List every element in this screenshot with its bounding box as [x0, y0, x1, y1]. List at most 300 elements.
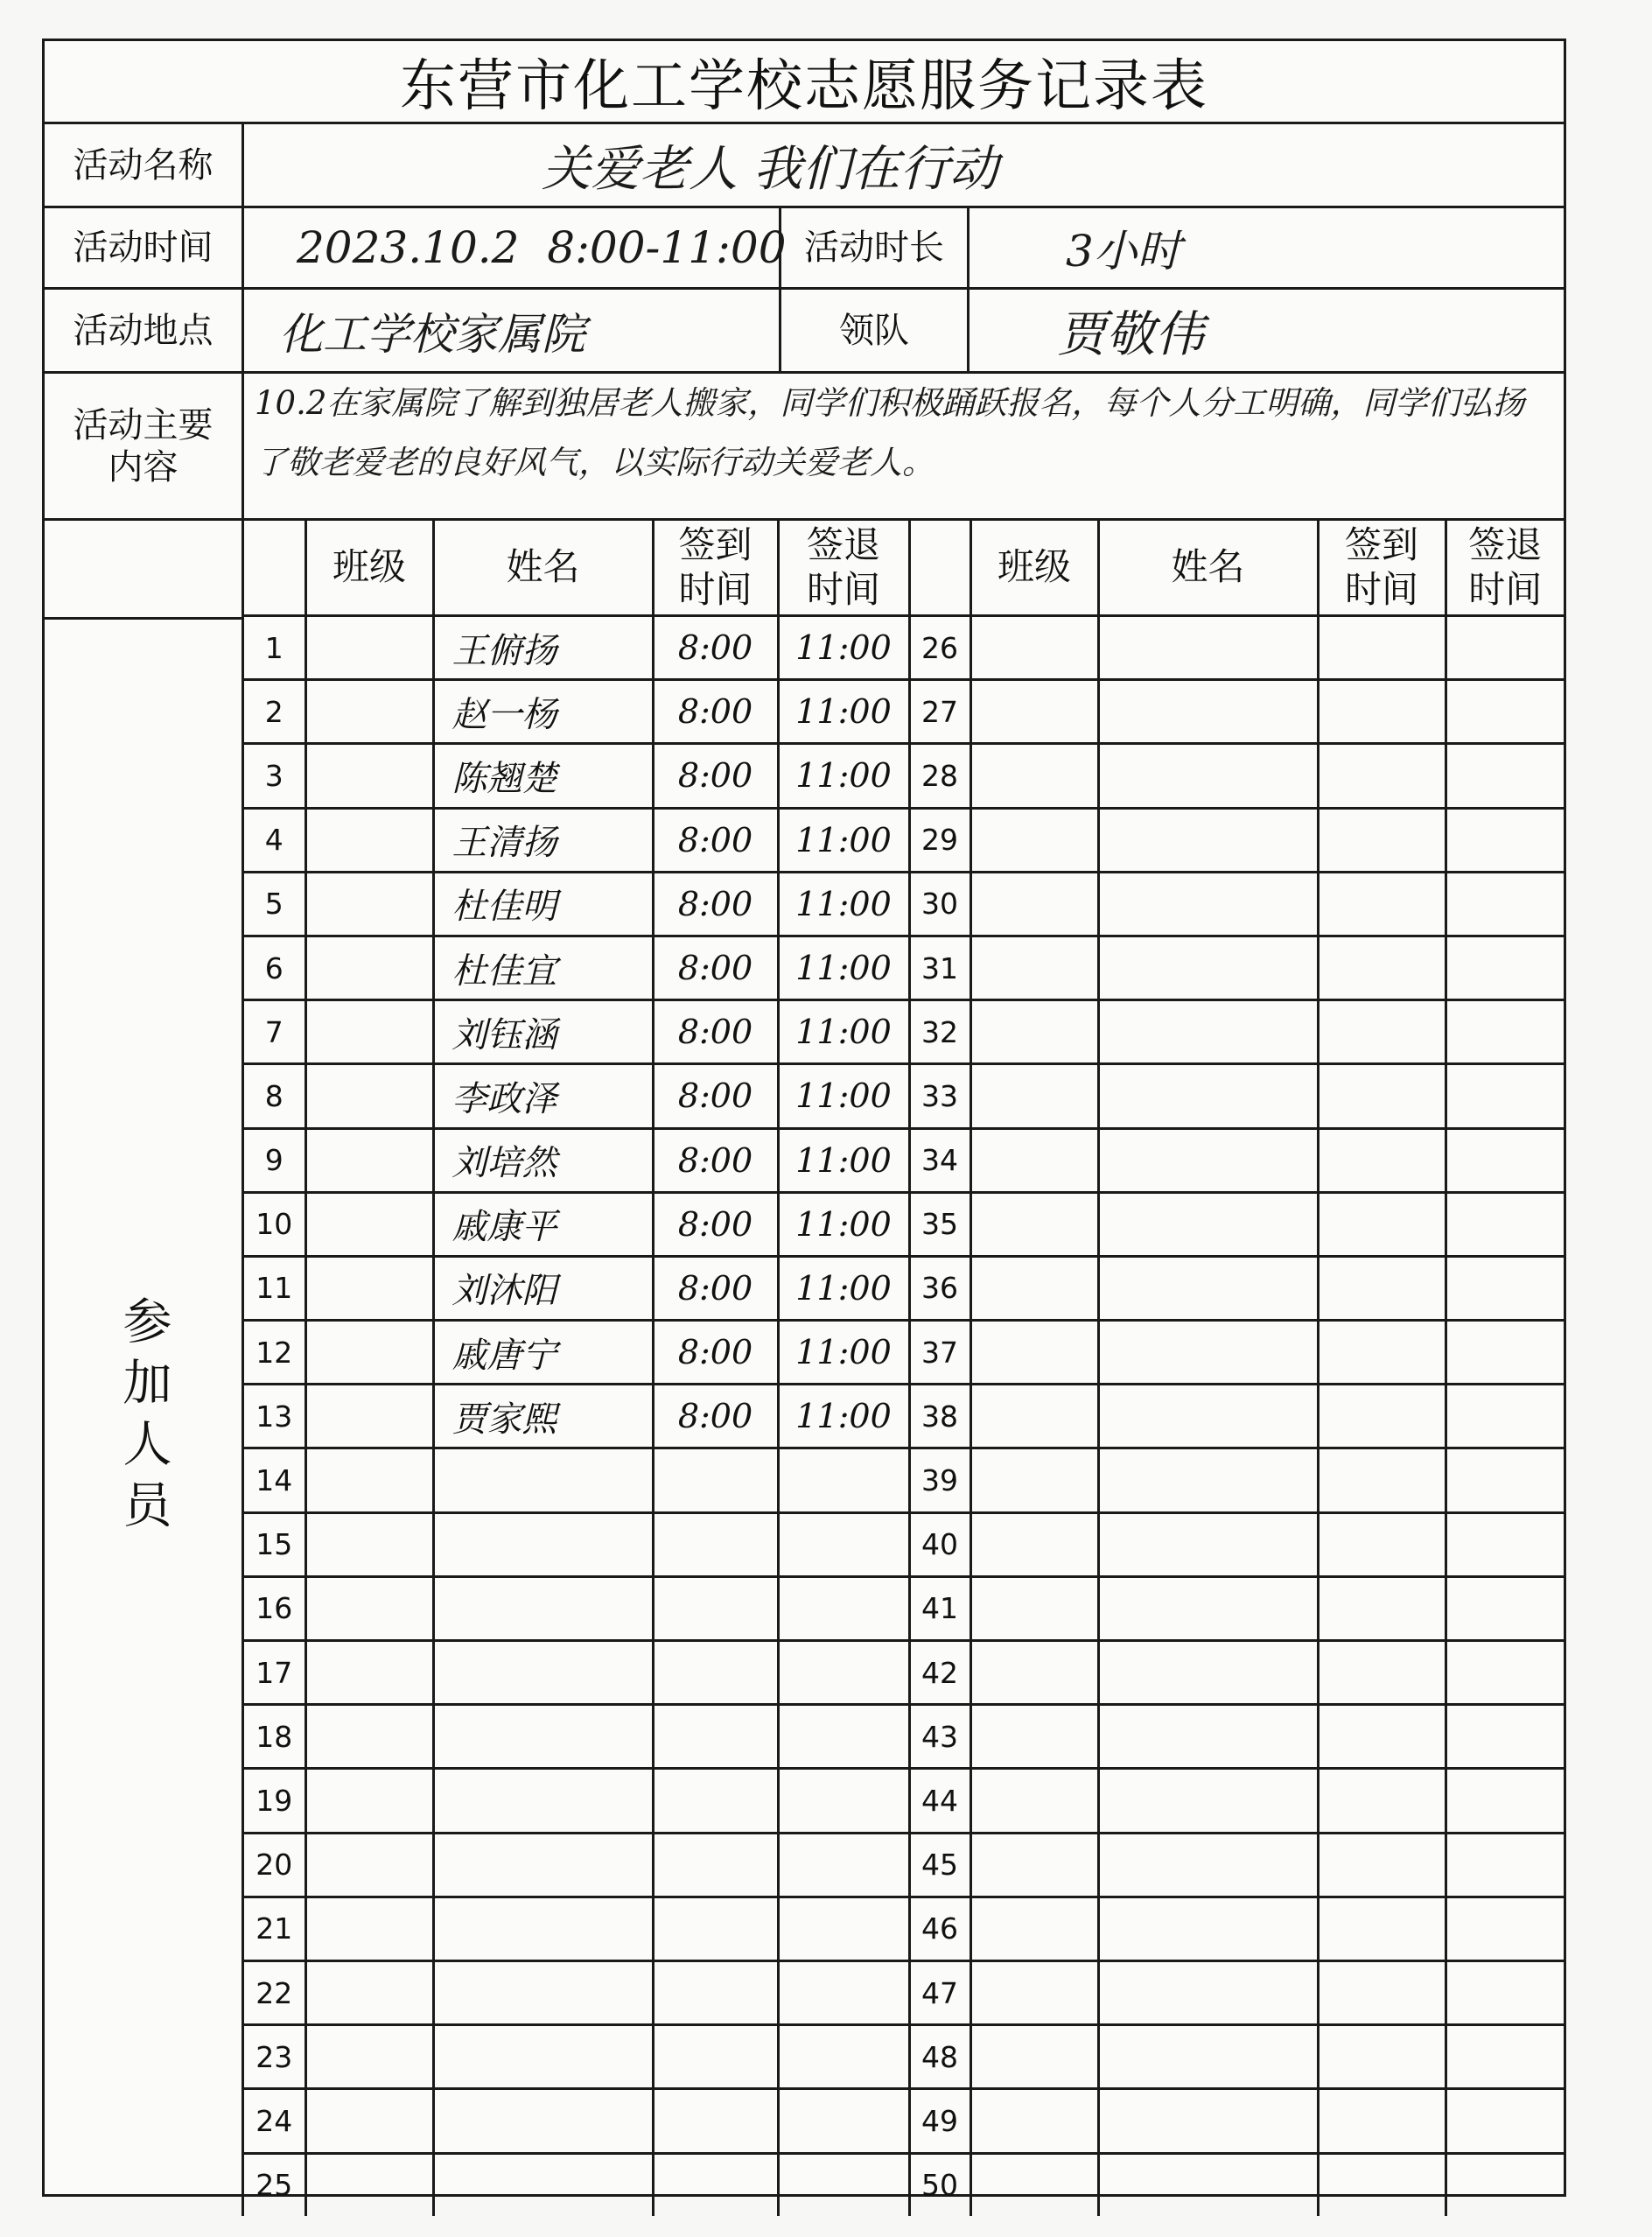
class-cell [305, 1321, 433, 1385]
checkout-time-cell: 11:00 [778, 1385, 909, 1448]
table-row [244, 1833, 1564, 1897]
row-number: 17 [244, 1641, 305, 1705]
class-cell-right [970, 808, 1098, 872]
name-cell-right [1098, 1128, 1318, 1192]
class-cell [305, 2025, 433, 2089]
checkin-time-cell-right [1318, 744, 1446, 808]
activity-content-row [45, 374, 1564, 521]
class-cell-right [970, 744, 1098, 808]
row-number: 20 [244, 1833, 305, 1897]
participants-label-column [45, 521, 244, 2216]
row-number-right: 47 [909, 1960, 970, 2024]
checkout-time-cell-right [1446, 1192, 1564, 1256]
name-cell-right [1098, 1833, 1318, 1897]
class-cell [305, 2089, 433, 2153]
class-cell-right [970, 1705, 1098, 1769]
class-cell [305, 680, 433, 744]
checkout-time-cell-right [1446, 1576, 1564, 1640]
participants-table [244, 521, 1564, 2216]
content-label-line2: 内容 [108, 446, 178, 487]
row-number-right: 28 [909, 744, 970, 808]
table-row [244, 1512, 1564, 1576]
class-cell [305, 1128, 433, 1192]
checkin-time-cell-right [1318, 1576, 1446, 1640]
checkin-time-cell-right [1318, 2025, 1446, 2089]
checkout-time-cell-right [1446, 1000, 1564, 1064]
class-cell [305, 1512, 433, 1576]
checkin-time-cell: 8:00 [653, 808, 778, 872]
name-cell-right [1098, 1385, 1318, 1448]
row-number: 15 [244, 1512, 305, 1576]
header-name: 姓名 [433, 521, 653, 616]
checkout-time-cell-right [1446, 1128, 1564, 1192]
activity-content-value: 10.2在家属院了解到独居老人搬家，同学们积极踊跃报名，每个人分工明确，同学们弘扬了敬老爱老的良好风气，以实际行动关爱老人。 [255, 384, 1525, 481]
table-row [244, 1641, 1564, 1705]
row-number-right: 34 [909, 1128, 970, 1192]
checkin-time-cell-right [1318, 1448, 1446, 1512]
row-number-right: 40 [909, 1512, 970, 1576]
checkin-time-cell-right [1318, 1705, 1446, 1769]
name-cell-right [1098, 1705, 1318, 1769]
row-number: 14 [244, 1448, 305, 1512]
checkout-time-cell-right [1446, 872, 1564, 936]
checkout-time-cell [778, 1512, 909, 1576]
checkout-time-cell [778, 2025, 909, 2089]
table-row [244, 1897, 1564, 1960]
row-number-right: 31 [909, 936, 970, 999]
class-cell [305, 616, 433, 680]
class-cell-right [970, 1960, 1098, 2024]
checkin-time-cell [653, 1448, 778, 1512]
checkin-time-cell: 8:00 [653, 1192, 778, 1256]
checkin-time-cell [653, 1641, 778, 1705]
table-row [244, 1385, 1564, 1448]
row-number-right: 32 [909, 1000, 970, 1064]
class-cell [305, 872, 433, 936]
header-checkin: 签到 时间 [653, 521, 778, 616]
checkout-time-cell: 11:00 [778, 1256, 909, 1320]
name-cell: 杜佳宜 [433, 936, 653, 999]
class-cell-right [970, 1769, 1098, 1833]
checkout-time-cell [778, 2153, 909, 2216]
row-number: 25 [244, 2153, 305, 2216]
name-cell: 王俯扬 [433, 616, 653, 680]
name-cell [433, 1960, 653, 2024]
checkin-time-cell-right [1318, 616, 1446, 680]
checkin-time-cell-right [1318, 936, 1446, 999]
checkin-time-cell-right [1318, 1385, 1446, 1448]
checkout-time-cell-right [1446, 1512, 1564, 1576]
checkin-time-cell [653, 1705, 778, 1769]
participants-label-spacer [45, 521, 242, 620]
row-number: 10 [244, 1192, 305, 1256]
checkin-time-cell-right [1318, 1256, 1446, 1320]
name-cell [433, 1769, 653, 1833]
checkout-time-cell: 11:00 [778, 1000, 909, 1064]
table-row [244, 1256, 1564, 1320]
checkout-time-cell-right [1446, 2025, 1564, 2089]
header-checkout: 签退 时间 [778, 521, 909, 616]
table-row [244, 1321, 1564, 1385]
class-cell [305, 1385, 433, 1448]
checkout-time-cell: 11:00 [778, 680, 909, 744]
checkin-time-cell: 8:00 [653, 936, 778, 999]
checkout-time-cell-right [1446, 1256, 1564, 1320]
checkout-time-cell: 11:00 [778, 616, 909, 680]
class-cell-right [970, 1641, 1098, 1705]
checkout-time-cell: 11:00 [778, 1192, 909, 1256]
name-cell-right [1098, 1960, 1318, 2024]
row-number-right: 49 [909, 2089, 970, 2153]
checkout-time-cell [778, 1576, 909, 1640]
name-cell-right [1098, 1256, 1318, 1320]
class-cell [305, 1576, 433, 1640]
name-cell: 刘培然 [433, 1128, 653, 1192]
row-number: 3 [244, 744, 305, 808]
checkin-time-cell-right [1318, 1321, 1446, 1385]
class-cell [305, 1833, 433, 1897]
name-cell [433, 1641, 653, 1705]
checkin-time-cell-right [1318, 1192, 1446, 1256]
class-cell-right [970, 1000, 1098, 1064]
checkin-time-cell [653, 1576, 778, 1640]
activity-time-value: 2023.10.2 8:00-11:00 [244, 208, 781, 287]
checkin-time-cell: 8:00 [653, 872, 778, 936]
name-cell [433, 2025, 653, 2089]
checkin-time-cell: 8:00 [653, 744, 778, 808]
checkout-time-cell [778, 1833, 909, 1897]
table-row [244, 616, 1564, 680]
row-number: 16 [244, 1576, 305, 1640]
checkin-time-cell: 8:00 [653, 616, 778, 680]
name-cell [433, 1897, 653, 1960]
name-cell-right [1098, 744, 1318, 808]
row-number: 1 [244, 616, 305, 680]
checkout-time-cell [778, 1960, 909, 2024]
class-cell-right [970, 2153, 1098, 2216]
activity-place-label: 活动地点 [45, 290, 244, 371]
row-number: 18 [244, 1705, 305, 1769]
name-cell-right [1098, 1512, 1318, 1576]
class-cell-right [970, 1576, 1098, 1640]
checkin-time-cell: 8:00 [653, 1000, 778, 1064]
class-cell-right [970, 1321, 1098, 1385]
name-cell-right [1098, 1448, 1318, 1512]
class-cell-right [970, 1448, 1098, 1512]
checkout-time-cell-right [1446, 616, 1564, 680]
table-row [244, 1576, 1564, 1640]
form-title: 东营市化工学校志愿服务记录表 [45, 41, 1564, 124]
name-cell-right [1098, 1000, 1318, 1064]
header-checkout-2: 签退 时间 [1446, 521, 1564, 616]
checkin-time-cell: 8:00 [653, 1321, 778, 1385]
class-cell-right [970, 1833, 1098, 1897]
table-row [244, 1705, 1564, 1769]
class-cell-right [970, 1897, 1098, 1960]
checkout-time-cell-right [1446, 1385, 1564, 1448]
checkin-time-cell-right [1318, 1064, 1446, 1128]
checkin-time-cell-right [1318, 1512, 1446, 1576]
class-cell-right [970, 936, 1098, 999]
activity-content-label [45, 374, 244, 518]
row-number: 22 [244, 1960, 305, 2024]
class-cell [305, 1064, 433, 1128]
checkin-time-cell: 8:00 [653, 1385, 778, 1448]
checkin-time-cell-right [1318, 680, 1446, 744]
name-cell-right [1098, 616, 1318, 680]
name-cell-right [1098, 2025, 1318, 2089]
row-number-right: 41 [909, 1576, 970, 1640]
class-cell [305, 1448, 433, 1512]
table-row [244, 1128, 1564, 1192]
name-cell-right [1098, 1321, 1318, 1385]
checkout-time-cell [778, 1769, 909, 1833]
name-cell: 戚康平 [433, 1192, 653, 1256]
name-cell [433, 1833, 653, 1897]
class-cell [305, 1705, 433, 1769]
checkin-time-cell-right [1318, 1641, 1446, 1705]
checkin-time-cell-right [1318, 1000, 1446, 1064]
class-cell-right [970, 1064, 1098, 1128]
checkin-time-cell-right [1318, 2089, 1446, 2153]
row-number: 4 [244, 808, 305, 872]
table-row [244, 872, 1564, 936]
participants-rows [244, 616, 1564, 2217]
checkout-time-cell: 11:00 [778, 1064, 909, 1128]
checkout-time-cell [778, 2089, 909, 2153]
activity-name-row [45, 124, 1564, 208]
checkout-time-cell-right [1446, 1897, 1564, 1960]
class-cell [305, 744, 433, 808]
name-cell: 李政泽 [433, 1064, 653, 1128]
activity-time-label: 活动时间 [45, 208, 244, 287]
name-cell-right [1098, 1897, 1318, 1960]
checkin-time-cell [653, 1512, 778, 1576]
row-number-right: 46 [909, 1897, 970, 1960]
class-cell [305, 1192, 433, 1256]
name-cell-right [1098, 936, 1318, 999]
table-row [244, 808, 1564, 872]
checkout-time-cell-right [1446, 2153, 1564, 2216]
row-number-right: 27 [909, 680, 970, 744]
name-cell: 陈翘楚 [433, 744, 653, 808]
class-cell [305, 1960, 433, 2024]
row-number: 2 [244, 680, 305, 744]
checkout-time-cell [778, 1897, 909, 1960]
table-row [244, 744, 1564, 808]
checkin-time-cell-right [1318, 1128, 1446, 1192]
name-cell: 王清扬 [433, 808, 653, 872]
row-number-right: 48 [909, 2025, 970, 2089]
class-cell [305, 1641, 433, 1705]
table-row [244, 1448, 1564, 1512]
row-number: 12 [244, 1321, 305, 1385]
row-number: 11 [244, 1256, 305, 1320]
class-cell-right [970, 1256, 1098, 1320]
class-cell [305, 1000, 433, 1064]
participants-label [45, 620, 242, 2216]
header-class: 班级 [305, 521, 433, 616]
checkout-time-cell-right [1446, 1960, 1564, 2024]
checkout-time-cell-right [1446, 1064, 1564, 1128]
name-cell-right [1098, 2153, 1318, 2216]
name-cell: 戚唐宁 [433, 1321, 653, 1385]
activity-name-value: 关爱老人 我们在行动 [542, 140, 998, 198]
checkout-time-cell [778, 1705, 909, 1769]
checkin-time-cell-right [1318, 2153, 1446, 2216]
name-cell: 贾家熙 [433, 1385, 653, 1448]
checkout-time-cell: 11:00 [778, 936, 909, 999]
checkin-time-cell: 8:00 [653, 1128, 778, 1192]
name-cell-right [1098, 872, 1318, 936]
name-cell [433, 2089, 653, 2153]
row-number-right: 50 [909, 2153, 970, 2216]
checkout-time-cell-right [1446, 680, 1564, 744]
row-number-right: 33 [909, 1064, 970, 1128]
class-cell-right [970, 2025, 1098, 2089]
volunteer-record-form [42, 39, 1566, 2203]
name-cell [433, 1705, 653, 1769]
name-cell-right [1098, 1192, 1318, 1256]
header-name-2: 姓名 [1098, 521, 1318, 616]
table-row [244, 936, 1564, 999]
name-cell-right [1098, 680, 1318, 744]
class-cell-right [970, 1128, 1098, 1192]
checkout-time-cell-right [1446, 1641, 1564, 1705]
row-number: 21 [244, 1897, 305, 1960]
checkin-time-cell-right [1318, 1769, 1446, 1833]
activity-place-value: 化工学校家属院 [244, 290, 781, 371]
checkout-time-cell [778, 1641, 909, 1705]
table-row [244, 1000, 1564, 1064]
class-cell [305, 936, 433, 999]
class-cell-right [970, 1192, 1098, 1256]
participants-header-row [244, 521, 1564, 616]
row-number: 7 [244, 1000, 305, 1064]
row-number: 19 [244, 1769, 305, 1833]
row-number-right: 36 [909, 1256, 970, 1320]
class-cell [305, 2153, 433, 2216]
header-no-2 [909, 521, 970, 616]
checkin-time-cell [653, 2153, 778, 2216]
checkout-time-cell-right [1446, 744, 1564, 808]
name-cell [433, 1576, 653, 1640]
duration-value: 3小时 [1066, 226, 1181, 277]
checkin-time-cell: 8:00 [653, 1064, 778, 1128]
table-row [244, 680, 1564, 744]
checkin-time-cell-right [1318, 1833, 1446, 1897]
name-cell: 赵一杨 [433, 680, 653, 744]
name-cell [433, 2153, 653, 2216]
name-cell [433, 1512, 653, 1576]
checkin-time-cell-right [1318, 808, 1446, 872]
header-class-2: 班级 [970, 521, 1098, 616]
name-cell-right [1098, 1769, 1318, 1833]
checkout-time-cell-right [1446, 1769, 1564, 1833]
activity-time-row [45, 208, 1564, 290]
checkout-time-cell: 11:00 [778, 808, 909, 872]
row-number: 5 [244, 872, 305, 936]
checkout-time-cell-right [1446, 1833, 1564, 1897]
checkin-time-cell [653, 2089, 778, 2153]
content-label-line1: 活动主要 [73, 404, 214, 445]
row-number: 9 [244, 1128, 305, 1192]
name-cell: 杜佳明 [433, 872, 653, 936]
checkin-time-cell: 8:00 [653, 680, 778, 744]
class-cell [305, 1769, 433, 1833]
row-number: 6 [244, 936, 305, 999]
table-row [244, 2153, 1564, 2216]
name-cell-right [1098, 1576, 1318, 1640]
checkout-time-cell-right [1446, 1448, 1564, 1512]
participants-section [45, 521, 1564, 2216]
checkout-time-cell-right [1446, 1321, 1564, 1385]
row-number-right: 38 [909, 1385, 970, 1448]
checkin-time-cell [653, 1960, 778, 2024]
name-cell [433, 1448, 653, 1512]
row-number-right: 30 [909, 872, 970, 936]
row-number-right: 45 [909, 1833, 970, 1897]
activity-name-label: 活动名称 [45, 124, 244, 206]
checkin-time-cell [653, 2025, 778, 2089]
class-cell-right [970, 2089, 1098, 2153]
row-number: 24 [244, 2089, 305, 2153]
class-cell-right [970, 680, 1098, 744]
checkout-time-cell-right [1446, 808, 1564, 872]
leader-value: 贾敬伟 [1057, 305, 1204, 363]
class-cell-right [970, 616, 1098, 680]
table-row [244, 1960, 1564, 2024]
row-number-right: 35 [909, 1192, 970, 1256]
row-number-right: 42 [909, 1641, 970, 1705]
checkin-time-cell [653, 1833, 778, 1897]
name-cell: 刘沐阳 [433, 1256, 653, 1320]
row-number-right: 37 [909, 1321, 970, 1385]
participants-label-text: 参加人员 [115, 1295, 172, 1540]
checkin-time-cell-right [1318, 1960, 1446, 2024]
class-cell [305, 1897, 433, 1960]
row-number: 13 [244, 1385, 305, 1448]
name-cell-right [1098, 1641, 1318, 1705]
row-number-right: 29 [909, 808, 970, 872]
checkout-time-cell-right [1446, 2089, 1564, 2153]
row-number: 8 [244, 1064, 305, 1128]
activity-place-row [45, 290, 1564, 374]
name-cell-right [1098, 2089, 1318, 2153]
table-row [244, 2025, 1564, 2089]
checkout-time-cell: 11:00 [778, 872, 909, 936]
checkin-time-cell-right [1318, 872, 1446, 936]
name-cell-right [1098, 808, 1318, 872]
checkout-time-cell: 11:00 [778, 1321, 909, 1385]
checkout-time-cell-right [1446, 1705, 1564, 1769]
row-number: 23 [244, 2025, 305, 2089]
checkout-time-cell [778, 1448, 909, 1512]
name-cell: 刘钰涵 [433, 1000, 653, 1064]
row-number-right: 26 [909, 616, 970, 680]
checkout-time-cell-right [1446, 936, 1564, 999]
row-number-right: 43 [909, 1705, 970, 1769]
duration-label: 活动时长 [781, 208, 970, 287]
checkin-time-cell [653, 1769, 778, 1833]
table-row [244, 2089, 1564, 2153]
table-row [244, 1769, 1564, 1833]
row-number-right: 39 [909, 1448, 970, 1512]
class-cell-right [970, 1512, 1098, 1576]
checkout-time-cell: 11:00 [778, 1128, 909, 1192]
checkin-time-cell-right [1318, 1897, 1446, 1960]
checkin-time-cell [653, 1897, 778, 1960]
